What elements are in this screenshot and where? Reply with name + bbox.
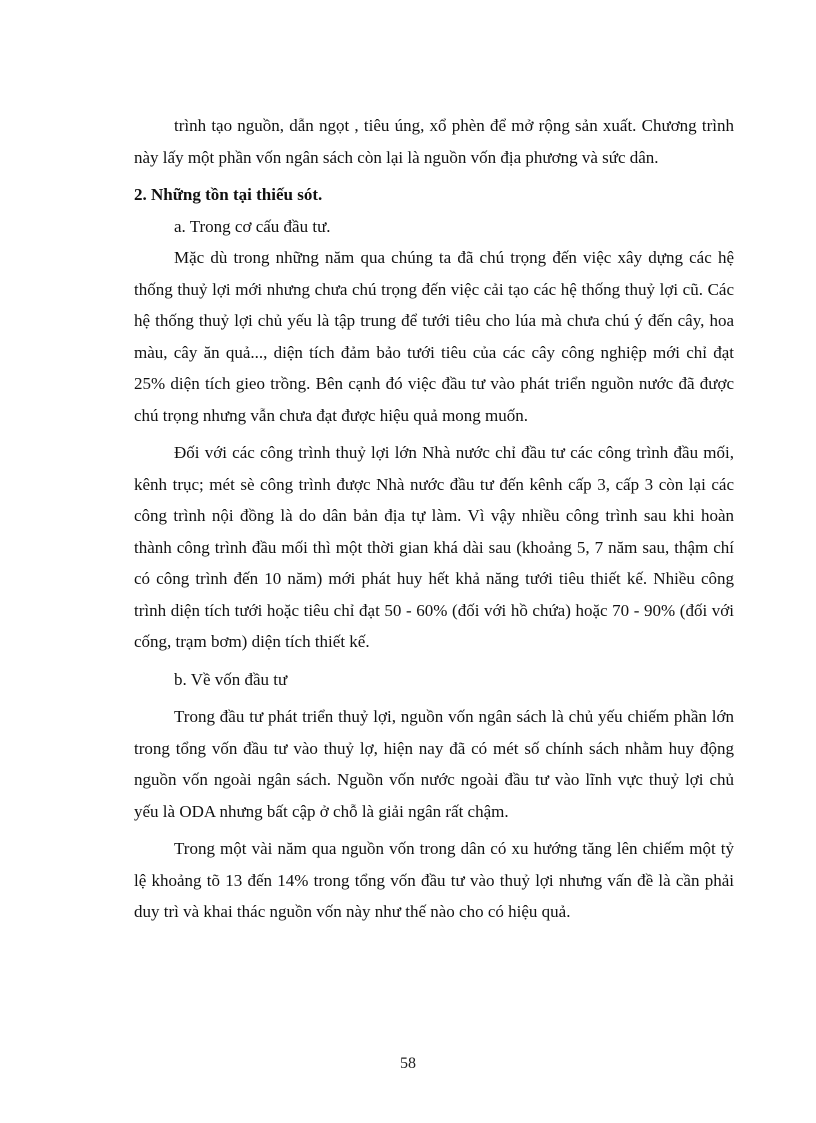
- paragraph-public-capital: Trong một vài năm qua nguồn vốn trong dân có xu hướng tăng lên chiếm một tỷ lệ khoảng tõ 13 đến 14% trong tổng vốn đầu tư vào thuỷ lợi nhưng vấn đề là cần phải duy trì và khai thác nguồn vốn này như thế nào cho có hiệu quả.: [134, 839, 734, 921]
- paragraph-structure: Mặc dù trong những năm qua chúng ta đã chú trọng đến việc xây dựng các hệ thống thuỷ lợi mới nhưng chưa chú trọng đến việc cải tạo các hệ thống thuỷ lợi cũ. Các hệ thống thuỷ lợi chủ yếu là tập trung để tưới tiêu cho lúa mà chưa chú ý đến cây, hoa màu, cây ăn quả..., diện tích đảm bảo tưới tiêu của các cây công nghiệp mới chỉ đạt 25% diện tích gieo trồng. Bên cạnh đó việc đầu tư vào phát triển nguồn nước đã được chú trọng nhưng vẫn chưa đạt được hiệu quả mong muốn.: [134, 248, 734, 425]
- document-body: [134, 110, 734, 928]
- subsection-heading-capital: b. Về vốn đầu tư: [174, 669, 288, 689]
- page-number: 58: [400, 1055, 416, 1072]
- subsection-heading-structure: a. Trong cơ cấu đầu tư.: [174, 216, 331, 236]
- paragraph-capital-sources: Trong đầu tư phát triển thuỷ lợi, nguồn vốn ngân sách là chủ yếu chiếm phần lớn trong tổng vốn đầu tư vào thuỷ lợ, hiện nay đã có mét số chính sách nhằm huy động nguồn vốn ngoài ngân sách. Nguồn vốn nước ngoài đầu tư vào lĩnh vực thuỷ lợi chủ yếu là ODA nhưng bất cập ở chỗ là giải ngân rất chậm.: [134, 707, 734, 821]
- section-heading: 2. Những tồn tại thiếu sót.: [134, 185, 323, 204]
- paragraph-continuation: trình tạo nguồn, dẫn ngọt , tiêu úng, xổ phèn để mở rộng sản xuất. Chương trình này lấy một phần vốn ngân sách còn lại là nguồn vốn địa phương và sức dân.: [134, 116, 734, 167]
- paragraph-major-works: Đối với các công trình thuỷ lợi lớn Nhà nước chỉ đầu tư các công trình đầu mối, kênh trục; mét sè công trình được Nhà nước đầu tư đến kênh cấp 3, cấp 3 còn lại các công trình nội đồng là do dân bản địa tự làm. Vì vậy nhiều công trình sau khi hoàn thành công trình đầu mối thì một thời gian khá dài sau (khoảng 5, 7 năm sau, thậm chí có công trình đến 10 năm) mới phát huy hết khả năng tưới tiêu thiết kế. Nhiều công trình diện tích tưới hoặc tiêu chỉ đạt 50 - 60% (đối với hồ chứa) hoặc 70 - 90% (đối với cống, trạm bơm) diện tích thiết kế.: [134, 443, 734, 651]
